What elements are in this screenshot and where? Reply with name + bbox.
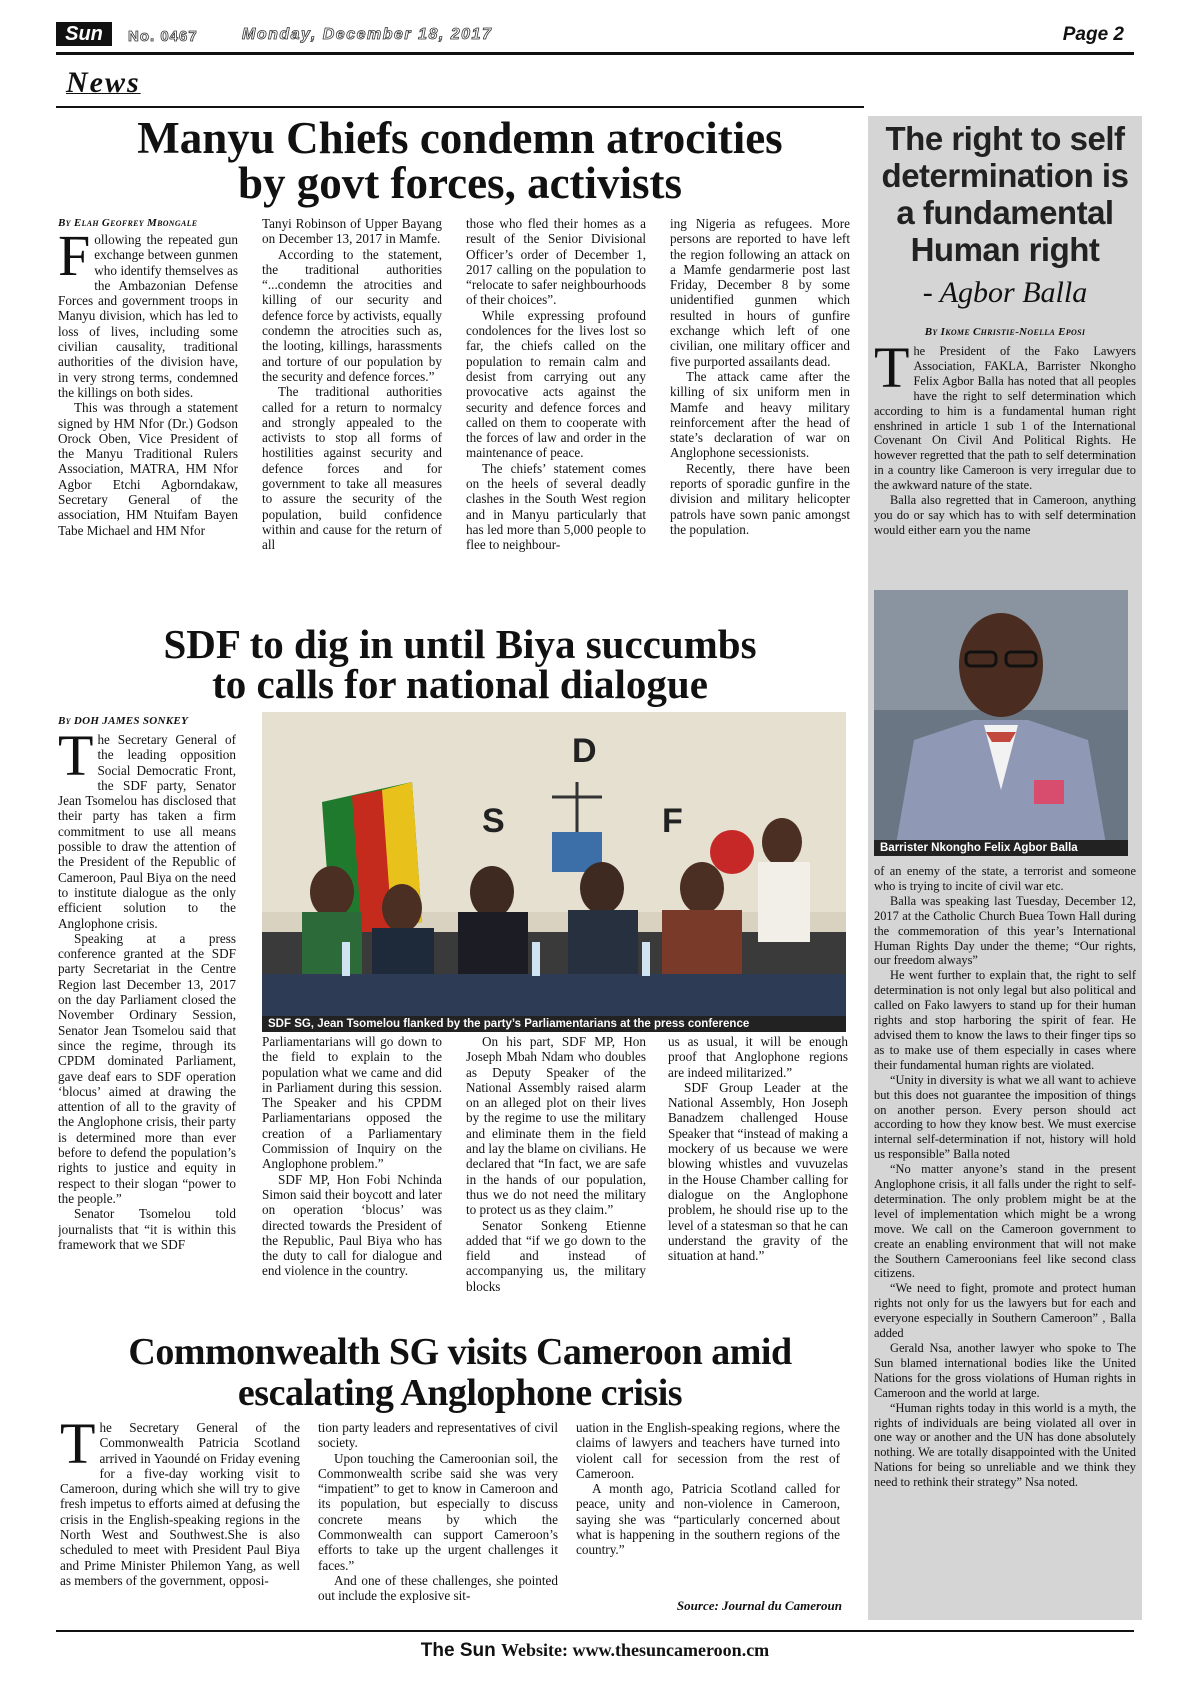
sidebar-bottom-para: Balla was speaking last Tuesday, December 12, 2017 at the Catholic Church Buea Town Hall during the commemoration of this year’s International Human Rights Day under the theme; “Our rights, our freedom always” bbox=[874, 893, 1136, 968]
article2-col1-para: Speaking at a press conference granted at the SDF party Secretariat in the Centre Region last December 13, 2017 on the day Parliament closed the November Ordinary Session, Senator Jean Tsomelou said that since the regime, through its CPDM dominated Parliament, gave deaf ears to SDF operation ‘blocus’ aimed at drawing the attention of all to the gravity of the Anglophone crisis, their party is determined more than ever before to defend the population’s rights to justice and equity in respect to their slogan “power to the people.” bbox=[58, 930, 236, 1206]
article2-column-1 bbox=[58, 732, 236, 1324]
article1-column-4 bbox=[670, 216, 850, 600]
article2-column-3 bbox=[466, 1034, 646, 1326]
article1-col4-para: ing Nigeria as refugees. More persons are reported to have left the region following an attack on a Mamfe gendarmerie post last Friday, December 8 by some unidentified gunmen which resulted in hours of gunfire exchange which left of one civilian, one military officer and five purported assailants dead. bbox=[670, 216, 850, 369]
agbor-balla-photo bbox=[874, 590, 1128, 856]
sidebar-top-para: he President of the Fako Lawyers Association, FAKLA, Barrister Nkongho Felix Agbor Balla has noted that all peoples have the right to self determination which according to him is a fundamental human right enshrined in article 1 sub 1 of the International Covenant On Civil And Political Rights. He however regretted that the path to self determination in a country like Cameroon is very irregular due to the awkward nature of the state. bbox=[874, 344, 1136, 493]
article1-col4-para: Recently, there have been reports of sporadic gunfire in the division and military helicopter patrols have sown panic amongst the population. bbox=[670, 460, 850, 537]
article2-headline-line1: SDF to dig in until Biya succumbs bbox=[163, 621, 757, 667]
article2-col2-para: Parliamentarians will go down to the field to explain to the population what we came and did in Parliament during this session. The Speaker and his CPDM Parliamentarians opposed the creation of a Parliamentary Commission of Inquiry on the Anglophone problem.” bbox=[262, 1034, 442, 1172]
banner-letter-f: F bbox=[662, 802, 683, 840]
press-conference-caption: SDF SG, Jean Tsomelou flanked by the party’s Parliamentarians at the press conference bbox=[262, 1016, 846, 1032]
article1-headline bbox=[56, 113, 864, 208]
article2-col3-para: Senator Sonkeng Etienne added that “if we go down to the field and instead of accompanying us, the military blocks bbox=[466, 1217, 646, 1294]
article3-col1-para: he Secretary General of the Commonwealth Patricia Scotland arrived in Yaoundé on Friday evening for a five-day working visit to Cameroon, during which she will try to give fresh impetus to efforts aimed at defusing the crisis in the English-speaking regions in the North West and Southwest.She is also scheduled to meet with President Paul Biya and Prime Minister Philemon Yang, as well as members of the government, opposi- bbox=[60, 1420, 300, 1588]
sidebar-headline bbox=[868, 120, 1142, 268]
article1-col4-para: The attack came after the killing of six uniform men in Mamfe and heavy military reinforcement after the head of state’s declaration of war on Anglophone secessionists. bbox=[670, 368, 850, 461]
sidebar-bottom-para: “We need to fight, promote and protect human rights not only for us the lawyers but for each and everyone especially in Southern Cameroon” , Balla added bbox=[874, 1281, 1136, 1341]
article2-col1-para: Senator Tsomelou told journalists that “it is within this framework that we SDF bbox=[58, 1206, 236, 1252]
article2-column-2 bbox=[262, 1034, 442, 1326]
article1-column-2 bbox=[262, 216, 442, 618]
article1-byline: By Elah Geofrey Mbongale bbox=[58, 217, 198, 229]
header-divider bbox=[56, 52, 1134, 55]
article3-headline bbox=[56, 1332, 864, 1414]
article1-column-3 bbox=[466, 216, 646, 618]
banner-letter-d: D bbox=[572, 732, 597, 770]
press-conference-illustration bbox=[262, 712, 846, 1032]
portrait-illustration bbox=[874, 590, 1128, 856]
sidebar-bottom-para: “Unity in diversity is what we all want to achieve but this does not guarantee the imposition of things on another person. Every person should act according to how they know best. We must exercise internal self-determination if not, history will hold us responsible” Balla noted bbox=[874, 1072, 1136, 1162]
agbor-balla-caption: Barrister Nkongho Felix Agbor Balla bbox=[874, 840, 1128, 856]
article3-col3-para: uation in the English-speaking regions, where the claims of lawyers and teachers have turned into violent call for secession from the rest of Cameroon. bbox=[576, 1420, 840, 1481]
article3-col2-para: tion party leaders and representatives of civil society. bbox=[318, 1420, 558, 1451]
sidebar-top-text bbox=[874, 344, 1136, 576]
article1-col2-para: The traditional authorities called for a return to normalcy and strongly appealed to the activists to stop all forms of hostilities against security and defence forces and for government to take all measures to assure the security of the population, build confidence within and cause for the return of all bbox=[262, 384, 442, 553]
article1-col2-para: Tanyi Robinson of Upper Bayang on December 13, 2017 in Mamfe. bbox=[262, 216, 442, 247]
article3-column-2 bbox=[318, 1420, 558, 1620]
article3-drop-cap: T bbox=[60, 1420, 96, 1476]
article2-col2-para: SDF MP, Hon Fobi Nchinda Simon said their boycott and later on operation ‘blocus’ was directed towards the President of the Republic, Paul Biya who has the duty to call for dialogue and end violence in the country. bbox=[262, 1171, 442, 1279]
article1-col2-para: According to the statement, the traditional authorities “...condemn the atrocities and killing of our security and defence force by activists, equally condemn the atrocities such as, the looting, killings, harassments and torture of our population by the security and defence forces.” bbox=[262, 246, 442, 384]
sidebar-subheadline: - Agbor Balla bbox=[922, 276, 1088, 309]
article2-col3-para: On his part, SDF MP, Hon Joseph Mbah Ndam who doubles as Deputy Speaker of the National Assembly raised alarm on an alleged plot on their lives by the regime to use the military and eliminate them in the field and lay the blame on civilians. He declared that “In fact, we are safe in the hands of our population, thus we do not need the military to protect us as they claim.” bbox=[466, 1034, 646, 1218]
sidebar-bottom-para: of an enemy of the state, a terrorist and someone who is trying to incite of civil war etc. bbox=[874, 864, 1136, 893]
sidebar-headline-line1: The right to self bbox=[885, 120, 1125, 157]
article2-headline-line2: to calls for national dialogue bbox=[212, 661, 708, 707]
sidebar-byline: By Ikome Christie-Noella Eposi bbox=[924, 326, 1086, 338]
article2-drop-cap: T bbox=[58, 732, 94, 788]
sidebar-drop-cap: T bbox=[874, 344, 910, 400]
footer bbox=[0, 1640, 1190, 1662]
article2-col1-para: he Secretary General of the leading opposition Social Democratic Front, the SDF party, Senator Jean Tsomelou has disclosed that their party has taken a firm commitment to use all means possible to draw the attention of the President of the Republic of Cameroon, Paul Biya on the need to institute dialogue as the only efficient solution to the Anglophone crisis. bbox=[58, 732, 236, 931]
article3-column-3 bbox=[576, 1420, 840, 1592]
banner-letter-s: S bbox=[482, 802, 505, 840]
sidebar-headline-line4: Human right bbox=[910, 231, 1100, 268]
footer-brand: The Sun bbox=[420, 1640, 496, 1661]
section-divider bbox=[56, 106, 864, 108]
article3-headline-line2: escalating Anglophone crisis bbox=[237, 1372, 683, 1414]
sidebar-headline-line2: determination is bbox=[881, 157, 1129, 194]
article3-col2-para: Upon touching the Cameroonian soil, the Commonwealth scribe said she was very “impatient” to get to know in Cameroon and its population, but especially to discuss concrete means by which the Commonwealth can support Cameroon’s efforts to take up the urgent challenges it faces.” bbox=[318, 1450, 558, 1573]
article1-headline-line1: Manyu Chiefs condemn atrocities bbox=[137, 113, 783, 163]
article1-col3-para: The chiefs’ statement comes on the heels of several deadly clashes in the South West region and in Manyu particularly that has led more than 5,000 people to flee to neighbour- bbox=[466, 460, 646, 553]
press-conference-photo bbox=[262, 712, 846, 1032]
article3-column-1 bbox=[60, 1420, 300, 1620]
article2-headline bbox=[56, 621, 864, 707]
issue-date: Monday, December 18, 2017 bbox=[242, 26, 493, 43]
sidebar-top-para: Balla also regretted that in Cameroon, anything you do or say which has to with self determination would either earn you the name bbox=[874, 493, 1136, 537]
sidebar-bottom-para: “No matter anyone’s stand in the present Anglophone crisis, it all falls under the right to self-determination. The only problem might be at the level of implementation which might be a wrong move. We call on the Cameroon government to create an enabling environment that will not make the Southern Cameroonians feel like second class citizens. bbox=[874, 1162, 1136, 1281]
footer-divider bbox=[56, 1630, 1134, 1632]
article2-col4-para: us as usual, it will be enough proof that Anglophone regions are indeed militarized.” bbox=[668, 1034, 848, 1080]
sidebar-bottom-para: He went further to explain that, the right to self determination is not only legal but also political and called on Fako lawyers to stand up for their human rights and stop harboring the spirit of fear. He advised them to know the laws to their finger tips so as to make use of them especially in cases where their fundamental human rights are violated. bbox=[874, 968, 1136, 1072]
article3-headline-line1: Commonwealth SG visits Cameroon amid bbox=[128, 1331, 792, 1373]
article2-col4-para: SDF Group Leader at the National Assembly, Hon Joseph Banadzem challenged House Speaker that “instead of making a mockery of us because we were blowing whistles and vuvuzelas in the House Chamber calling for dialogue on the Anglophone problem, he should rise up to the level of a statesman so that he can understand the gravity of the situation at hand.” bbox=[668, 1079, 848, 1264]
sidebar-headline-line3: a fundamental bbox=[896, 194, 1114, 231]
article1-headline-line2: by govt forces, activists bbox=[237, 158, 683, 208]
article3-col3-para: A month ago, Patricia Scotland called for peace, unity and non-violence in Cameroon, saying she was “particularly concerned about what is happening in the southern regions of the country.” bbox=[576, 1481, 840, 1558]
footer-website[interactable]: Website: www.thesuncameroon.cm bbox=[501, 1640, 770, 1660]
page-number: Page 2 bbox=[1062, 24, 1124, 45]
sidebar-bottom-para: “Human rights today in this world is a myth, the rights of individuals are being violated all over in one way or another and the UN has done absolutely nothing. We are totally disappointed with the United Nations for being so unreliable and we think they need to rethink their strategy” Nsa noted. bbox=[874, 1400, 1136, 1490]
article1-col1-para: This was through a statement signed by HM Nfor (Dr.) Godson Orock Oben, Vice President of the Manyu Traditional Rulers Association, MATRA, HM Nfor Agbor Etchi Agborndakaw, Secretary General of the association, HM Ntuifam Bayen Tabe Michael and HM Nfor bbox=[58, 400, 238, 538]
newspaper-logo: Sun bbox=[56, 22, 112, 46]
sidebar-bottom-text bbox=[874, 864, 1136, 1620]
article1-col3-para: While expressing profound condolences for the lives lost so far, the chiefs called on the population to remain calm and desist from carrying out any provocative acts against the security and defence forces and called on them to cooperate with the forces of law and order in the maintenance of peace. bbox=[466, 307, 646, 461]
issue-number: No. 0467 bbox=[128, 28, 198, 45]
article1-column-1 bbox=[58, 232, 238, 618]
article1-col3-para: those who fled their homes as a result of the Senior Divisional Officer’s order of December 1, 2017 calling on the population to “relocate to safer neighbourhoods of their choices”. bbox=[466, 216, 646, 308]
article2-column-4 bbox=[668, 1034, 848, 1294]
article1-drop-cap: F bbox=[58, 232, 91, 288]
sidebar-bottom-para: Gerald Nsa, another lawyer who spoke to The Sun blamed international bodies like the United Nations for the gross violations of Human rights in Cameroon and the world at large. bbox=[874, 1341, 1136, 1400]
article2-byline: By DOH JAMES SONKEY bbox=[58, 715, 189, 727]
article1-col1-para: ollowing the repeated gun exchange between gunmen who identify themselves as the Ambazonian Defense Forces and government troops in Manyu division, which has led to loss of lives, including some civilian causality, traditional authorities of the division have, in very strong terms, condemned the killings on both sides. bbox=[58, 232, 238, 400]
article3-source: Source: Journal du Cameroun bbox=[676, 1598, 842, 1613]
section-title: News bbox=[66, 66, 141, 99]
article3-col2-para: And one of these challenges, she pointed out include the explosive sit- bbox=[318, 1572, 558, 1604]
